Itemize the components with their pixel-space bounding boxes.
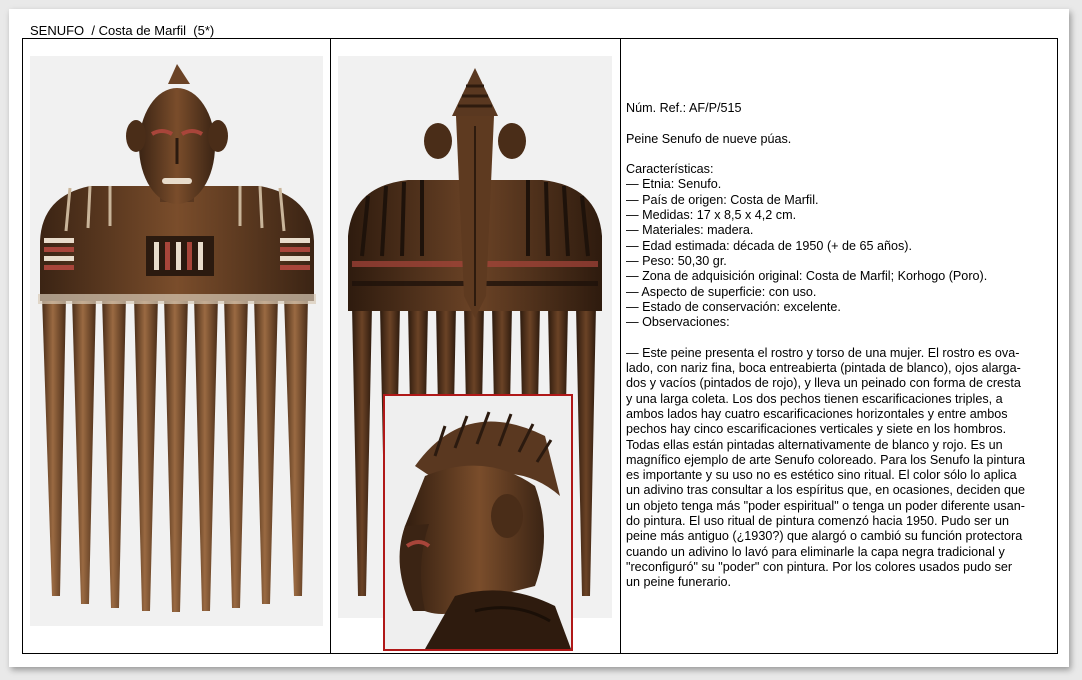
text-line: — Este peine presenta el rostro y torso de una mujer. El rostro es ova- <box>626 345 1020 360</box>
text-line: "reconfiguró" su "poder" con pintura. Por los colores usados pudo ser <box>626 559 1013 574</box>
text-line: es importante y su uso no es estético sino ritual. El color sólo lo aplica <box>626 468 1017 483</box>
text-line: Todas ellas están pintadas alternativamente de blanco y rojo. Es un <box>626 437 1003 452</box>
text-line: dos y vacíos (pintados de rojo), y lleva un peinado con forma de cresta <box>626 376 1021 391</box>
column-divider <box>620 39 621 653</box>
page-title: SENUFO / Costa de Marfil (5*) <box>30 23 215 38</box>
text-line: do pintura. El uso ritual de pintura comenzó hacia 1950. Pudo ser un <box>626 514 1009 529</box>
column-divider <box>330 39 331 653</box>
description-panel <box>626 101 1051 591</box>
catalog-sheet <box>9 9 1069 667</box>
text-line: peine más antiguo (¿1930?) que alargó o cambió su función protectora <box>626 529 1023 544</box>
comb-front-image <box>30 56 323 626</box>
list-item: — Observaciones: <box>626 315 730 330</box>
list-item: — Aspecto de superficie: con uso. <box>626 284 817 299</box>
item-subtitle: Peine Senufo de nueve púas. <box>626 131 792 146</box>
observations-paragraph <box>626 346 1051 591</box>
text-line: magnífico ejemplo de arte Senufo coloreado. Para los Senufo la pintura <box>626 452 1026 467</box>
text-line: un peine funerario. <box>626 575 732 590</box>
comb-profile-image <box>385 396 571 649</box>
text-line: lado, con nariz fina, boca entreabierta (pintada de blanco), ojos alarga- <box>626 361 1021 376</box>
text-line: pechos hay cinco escarificaciones verticales y siete en los hombros. <box>626 422 1007 437</box>
text-line: y una larga coleta. Los dos pechos tienen escarificaciones triples, a <box>626 391 1003 406</box>
characteristics-heading: Características: <box>626 162 714 177</box>
list-item: — Peso: 50,30 gr. <box>626 253 727 268</box>
list-item: — País de origen: Costa de Marfil. <box>626 192 819 207</box>
text-line: un adivino tras consultar a los espíritus que, en ocasiones, deciden que <box>626 483 1026 498</box>
list-item: — Medidas: 17 x 8,5 x 4,2 cm. <box>626 208 797 223</box>
list-item: — Estado de conservación: excelente. <box>626 299 841 314</box>
list-item: — Etnia: Senufo. <box>626 177 722 192</box>
reference-number: Núm. Ref.: AF/P/515 <box>626 101 742 115</box>
front-view-photo <box>30 56 323 626</box>
list-item: — Zona de adquisición original: Costa de Marfil; Korhogo (Poro). <box>626 269 988 284</box>
profile-detail-photo <box>383 394 573 651</box>
list-item: — Edad estimada: década de 1950 (+ de 65 años). <box>626 238 913 253</box>
list-item: — Materiales: madera. <box>626 223 754 238</box>
text-line: ambos lados hay cuatro escarificaciones horizontales y entre ambos <box>626 406 1008 421</box>
text-line: cuando un adivino lo lavó para eliminarle la capa negra tradicional y <box>626 544 1005 559</box>
characteristics-list <box>626 177 1051 330</box>
text-line: un objeto tenga más "poder espiritual" o tenga un poder diferente usan- <box>626 498 1025 513</box>
